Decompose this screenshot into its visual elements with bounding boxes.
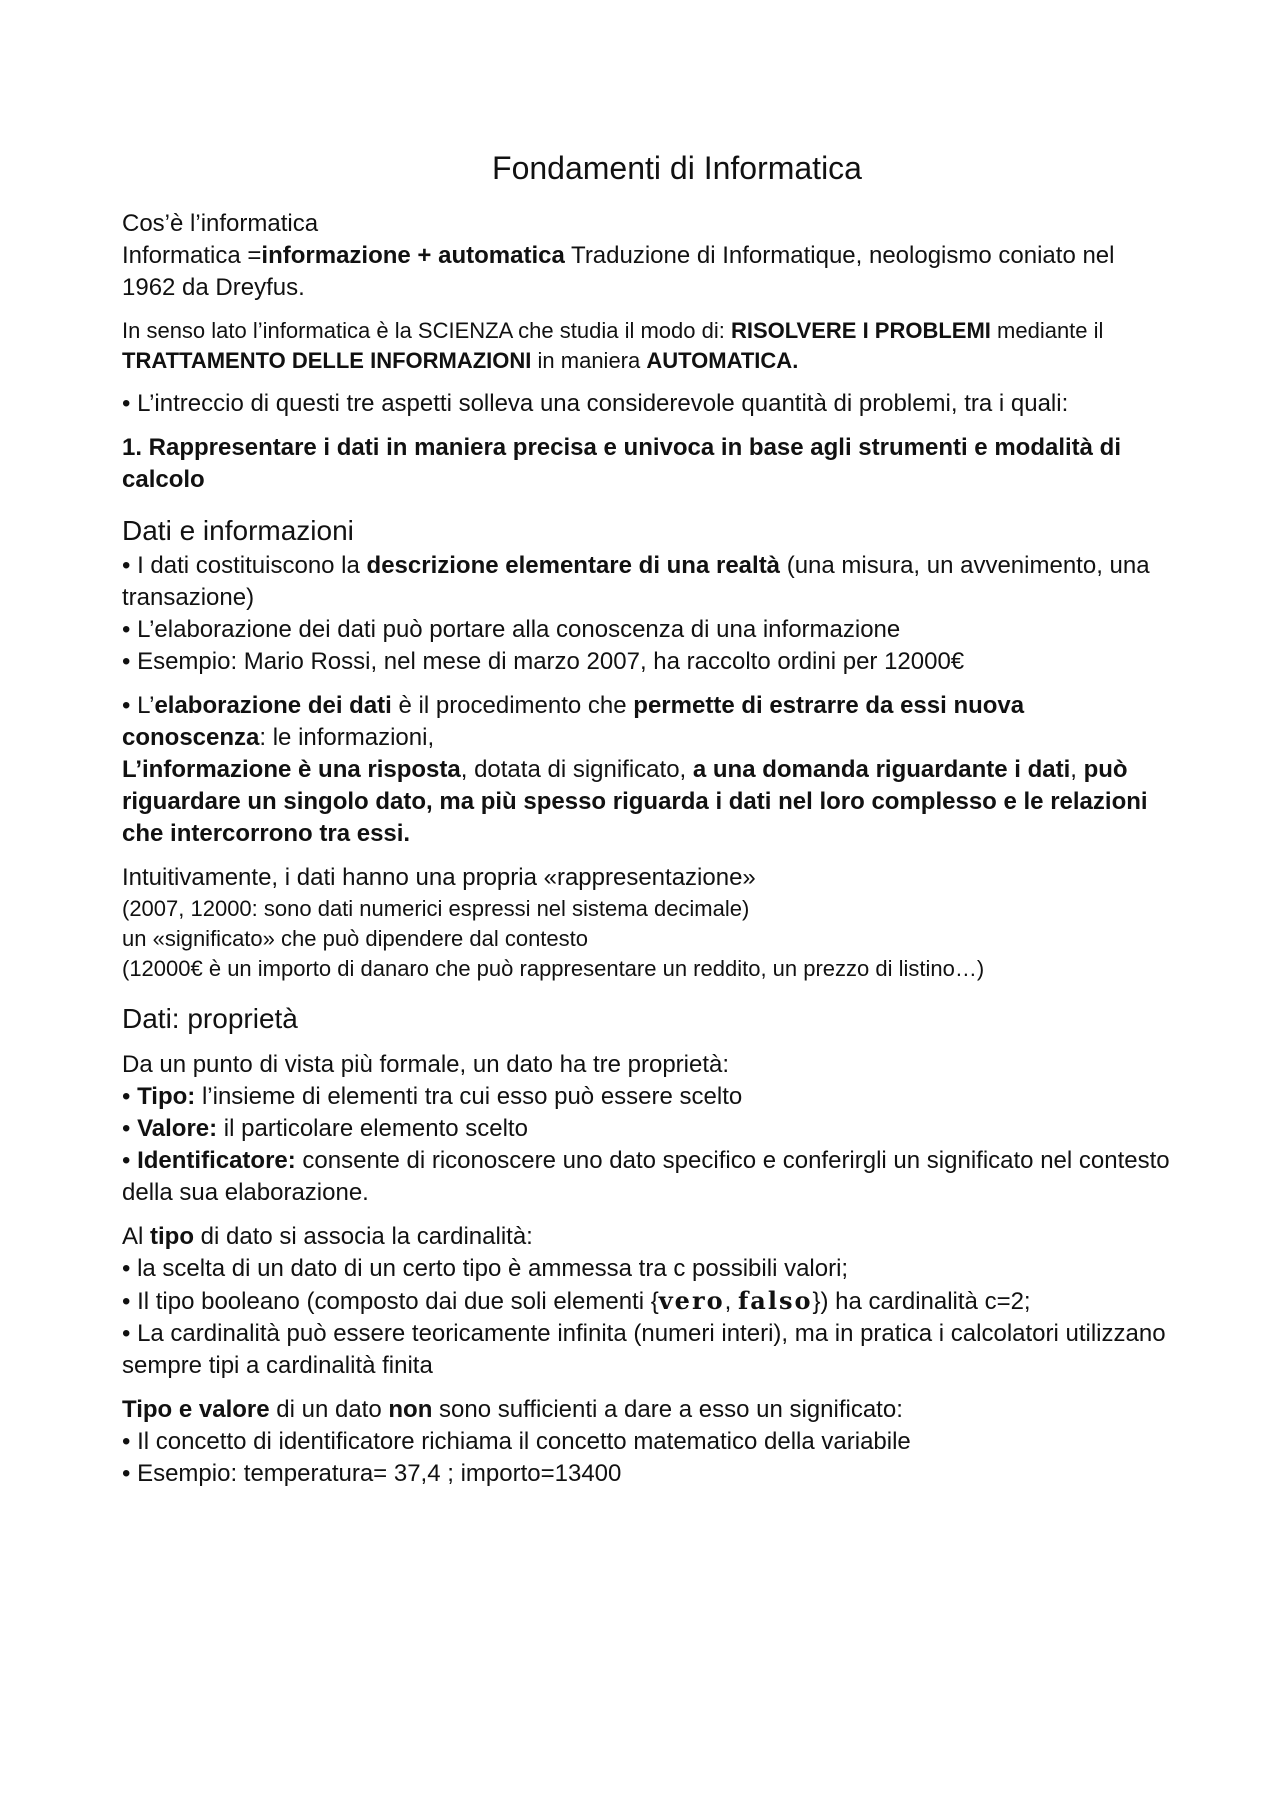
text-run: Traduzione di Informatique, neologismo coniato nel 1962 da Dreyfus.	[122, 242, 1115, 301]
bold-run: a una domanda riguardante i dati	[692, 755, 1071, 783]
bullet-scelta: • la scelta di un dato di un certo tipo è ammessa tra c possibili valori;	[122, 1255, 849, 1283]
paragraph-informazione-risposta	[122, 754, 1172, 850]
text-run: • L’	[122, 691, 155, 719]
bold-run: elaborazione dei dati	[154, 691, 392, 719]
text-run: è il procedimento che	[391, 691, 634, 719]
paragraph-tre-proprieta: Da un punto di vista più formale, un dato ha tre proprietà:	[122, 1051, 730, 1079]
bold-run: L’informazione è una risposta	[122, 755, 461, 783]
paragraph-significato: un «significato» che può dipendere dal contesto	[122, 925, 589, 951]
text-run: • Il tipo booleano (composto dai due soli elementi {	[122, 1288, 659, 1316]
text-run: ,	[724, 1288, 738, 1316]
bold-run: Tipo:	[137, 1083, 196, 1111]
text-run: Informatica =	[122, 242, 262, 269]
bold-run: TRATTAMENTO DELLE INFORMAZIONI	[122, 348, 532, 373]
bullet-esempio-rossi: • Esempio: Mario Rossi, nel mese di marzo 2007, ha raccolto ordini per 12000€	[122, 647, 965, 675]
text-run: il particolare elemento scelto	[217, 1115, 528, 1143]
paragraph-cardinalita	[122, 1221, 1172, 1253]
bullet-tipo	[122, 1081, 1172, 1113]
paragraph-scienza	[122, 316, 1172, 376]
bullet-valore	[122, 1113, 1172, 1145]
section-heading-text: Cos’è l’informatica	[122, 210, 319, 237]
section-heading-dati-informazioni: Dati e informazioni	[122, 515, 354, 546]
bold-run: tipo	[150, 1223, 194, 1251]
text-run: di un dato	[269, 1396, 389, 1424]
bold-run: Identificatore:	[137, 1147, 296, 1175]
bullet-elaborazione: • L’elaborazione dei dati può portare alla conoscenza di una informazione	[122, 615, 901, 643]
paragraph-numerici: (2007, 12000: sono dati numerici espressi nel sistema decimale)	[122, 895, 750, 921]
section-heading-informatica	[122, 208, 1172, 240]
document-content	[122, 148, 1172, 1490]
paragraph-elaborazione-dati	[122, 690, 1172, 754]
bullet-booleano	[122, 1285, 1172, 1318]
text-run: mediante il	[990, 318, 1104, 343]
paragraph-importo: (12000€ è un importo di danaro che può rappresentare un reddito, un prezzo di listino…)	[122, 955, 985, 981]
bold-run: descrizione elementare di una realtà	[366, 551, 781, 579]
bullet-infinita: • La cardinalità può essere teoricamente infinita (numeri interi), ma in pratica i calcolatori utilizzano sempre tipi a cardinalità finita	[122, 1320, 1166, 1380]
math-run: vero	[658, 1286, 725, 1316]
text-run: (una misura, un avvenimento, una transazione)	[122, 551, 1150, 611]
text-run: •	[122, 1083, 138, 1111]
bold-run: Valore:	[137, 1115, 218, 1143]
bold-run: 1. Rappresentare i dati in maniera precisa e univoca in base agli strumenti e modalità di calcolo	[122, 434, 1121, 493]
math-run: falso	[737, 1286, 813, 1316]
text-run: l’insieme di elementi tra cui esso può essere scelto	[195, 1083, 743, 1111]
text-run: sono sufficienti a dare a esso un significato:	[432, 1396, 903, 1424]
bullet-variabile: • Il concetto di identificatore richiama il concetto matematico della variabile	[122, 1428, 911, 1456]
text-run: • I dati costituiscono la	[122, 551, 367, 579]
paragraph-rappresentazione: Intuitivamente, i dati hanno una propria «rappresentazione»	[122, 863, 756, 891]
bold-run: RISOLVERE I PROBLEMI	[730, 318, 991, 343]
text-run: }) ha cardinalità c=2;	[812, 1288, 1031, 1316]
bold-run: può riguardare un singolo dato, ma più spesso riguarda i dati nel loro complesso e le relazioni che intercorrono tra essi.	[122, 755, 1148, 847]
paragraph-intreccio: • L’intreccio di questi tre aspetti solleva una considerevole quantità di problemi, tra i quali:	[122, 390, 1069, 417]
text-run: in maniera	[531, 348, 647, 373]
text-run: •	[122, 1147, 138, 1175]
text-run: Al	[122, 1223, 151, 1251]
text-run: ,	[1070, 755, 1084, 783]
bullet-identificatore	[122, 1145, 1172, 1209]
bold-run: Tipo e valore	[122, 1396, 270, 1424]
text-run: di dato si associa la cardinalità:	[194, 1223, 533, 1251]
paragraph-definition	[122, 240, 1172, 304]
section-heading-proprieta: Dati: proprietà	[122, 1002, 298, 1034]
text-run: In senso lato l’informatica è la SCIENZA che studia il modo di:	[122, 318, 731, 343]
bold-run: informazione + automatica	[261, 242, 565, 269]
bullet-dati-descrizione	[122, 550, 1172, 614]
text-run: consente di riconoscere uno dato specifico e conferirgli un significato nel contesto della sua elaborazione.	[122, 1147, 1170, 1207]
text-run: •	[122, 1115, 138, 1143]
document-title: Fondamenti di Informatica	[492, 150, 862, 186]
bold-run: permette di estrarre da essi nuova conoscenza	[122, 691, 1025, 751]
text-run: , dotata di significato,	[460, 755, 693, 783]
paragraph-rappresentare	[122, 432, 1172, 496]
bold-run: non	[388, 1396, 433, 1424]
bold-run: AUTOMATICA.	[646, 348, 799, 373]
text-run: : le informazioni,	[259, 723, 435, 751]
bullet-esempio-temperatura: • Esempio: temperatura= 37,4 ; importo=13400	[122, 1460, 622, 1488]
paragraph-tipo-valore	[122, 1394, 1172, 1426]
